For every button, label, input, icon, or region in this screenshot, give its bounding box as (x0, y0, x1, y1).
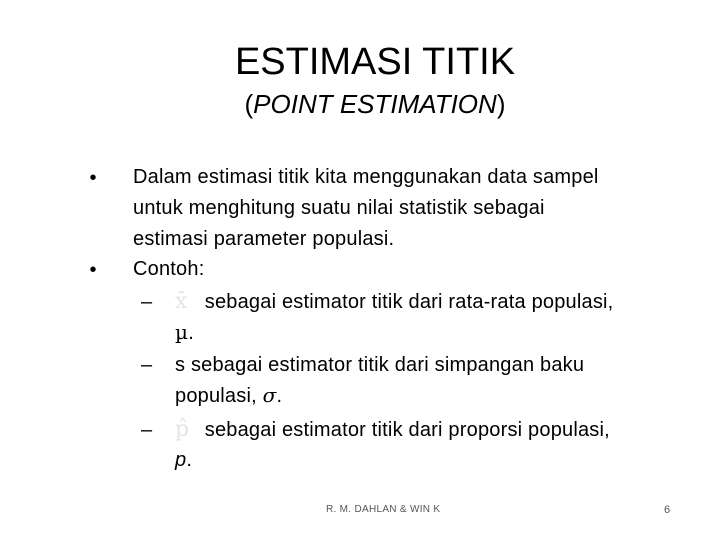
sub-item-line: s sebagai estimator titik dari simpangan baku (175, 354, 585, 376)
subtitle-close-paren: ) (496, 89, 506, 119)
sub-bullet-marker: – (141, 291, 153, 313)
bullet-text-line: Contoh: (133, 258, 205, 280)
page-subtitle (0, 88, 720, 120)
bullet-text-line: Dalam estimasi titik kita menggunakan data sampel (133, 166, 599, 188)
bullet-marker: • (89, 259, 97, 281)
sigma-symbol: σ (262, 383, 277, 407)
sub-item-line (175, 320, 695, 345)
sub-item-tail: . (186, 449, 193, 471)
sub-item-tail: . (276, 385, 283, 407)
footer-author: R. M. DAHLAN & WIN K (326, 504, 441, 515)
subtitle-open-paren: ( (244, 89, 254, 119)
sub-item-line (175, 290, 695, 314)
sub-bullet-marker: – (141, 354, 153, 376)
sub-item-line (175, 418, 695, 442)
bullet-text-line: untuk menghitung suatu nilai statistik sebagai (133, 197, 545, 219)
x-bar-symbol: x̄ (175, 289, 188, 314)
mu-symbol: µ (175, 320, 189, 344)
subtitle-text: POINT ESTIMATION (253, 89, 497, 119)
page-title: ESTIMASI TITIK (234, 41, 516, 83)
p-hat-symbol: p̂ (175, 417, 190, 442)
sub-item-text: sebagai estimator titik dari rata-rata populasi, (199, 291, 614, 313)
bullet-text-line: estimasi parameter populasi. (133, 228, 395, 250)
sub-item-line (175, 383, 695, 408)
sub-item-text: populasi, (175, 385, 263, 407)
sub-item-line (175, 448, 695, 472)
sub-item-tail: . (188, 322, 194, 344)
p-symbol: p (175, 449, 187, 471)
page-number: 6 (664, 504, 671, 516)
sub-item-text: sebagai estimator titik dari proporsi populasi, (199, 419, 610, 441)
bullet-marker: • (89, 167, 97, 189)
sub-bullet-marker: – (141, 419, 153, 441)
